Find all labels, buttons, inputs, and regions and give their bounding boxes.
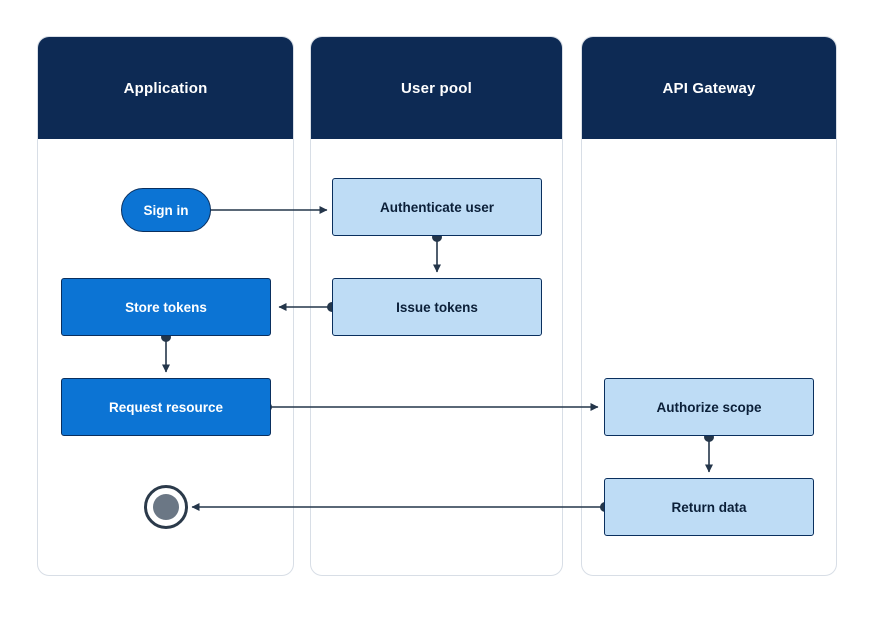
node-authenticate-user[interactable]	[332, 178, 542, 236]
end-node-inner	[153, 494, 179, 520]
lane-title-user-pool: User pool	[401, 79, 472, 97]
node-return-data[interactable]	[604, 478, 814, 536]
node-sign-in[interactable]	[121, 188, 211, 232]
lane-header-user-pool	[311, 37, 562, 139]
node-label-issue-tokens: Issue tokens	[396, 299, 478, 315]
node-request-resource[interactable]	[61, 378, 271, 436]
node-label-store-tokens: Store tokens	[125, 299, 207, 315]
lane-title-application: Application	[123, 79, 208, 97]
node-store-tokens[interactable]	[61, 278, 271, 336]
lane-header-api-gateway	[582, 37, 836, 139]
node-issue-tokens[interactable]	[332, 278, 542, 336]
node-authorize-scope[interactable]	[604, 378, 814, 436]
node-label-authorize-scope: Authorize scope	[656, 399, 762, 415]
node-label-request-resource: Request resource	[108, 399, 224, 415]
node-label-return-data: Return data	[671, 499, 747, 515]
node-label-sign-in: Sign in	[143, 202, 189, 218]
lane-header-application	[38, 37, 293, 139]
node-end[interactable]	[144, 485, 188, 529]
node-label-authenticate-user: Authenticate user	[379, 199, 495, 215]
lane-title-api-gateway: API Gateway	[662, 79, 756, 97]
